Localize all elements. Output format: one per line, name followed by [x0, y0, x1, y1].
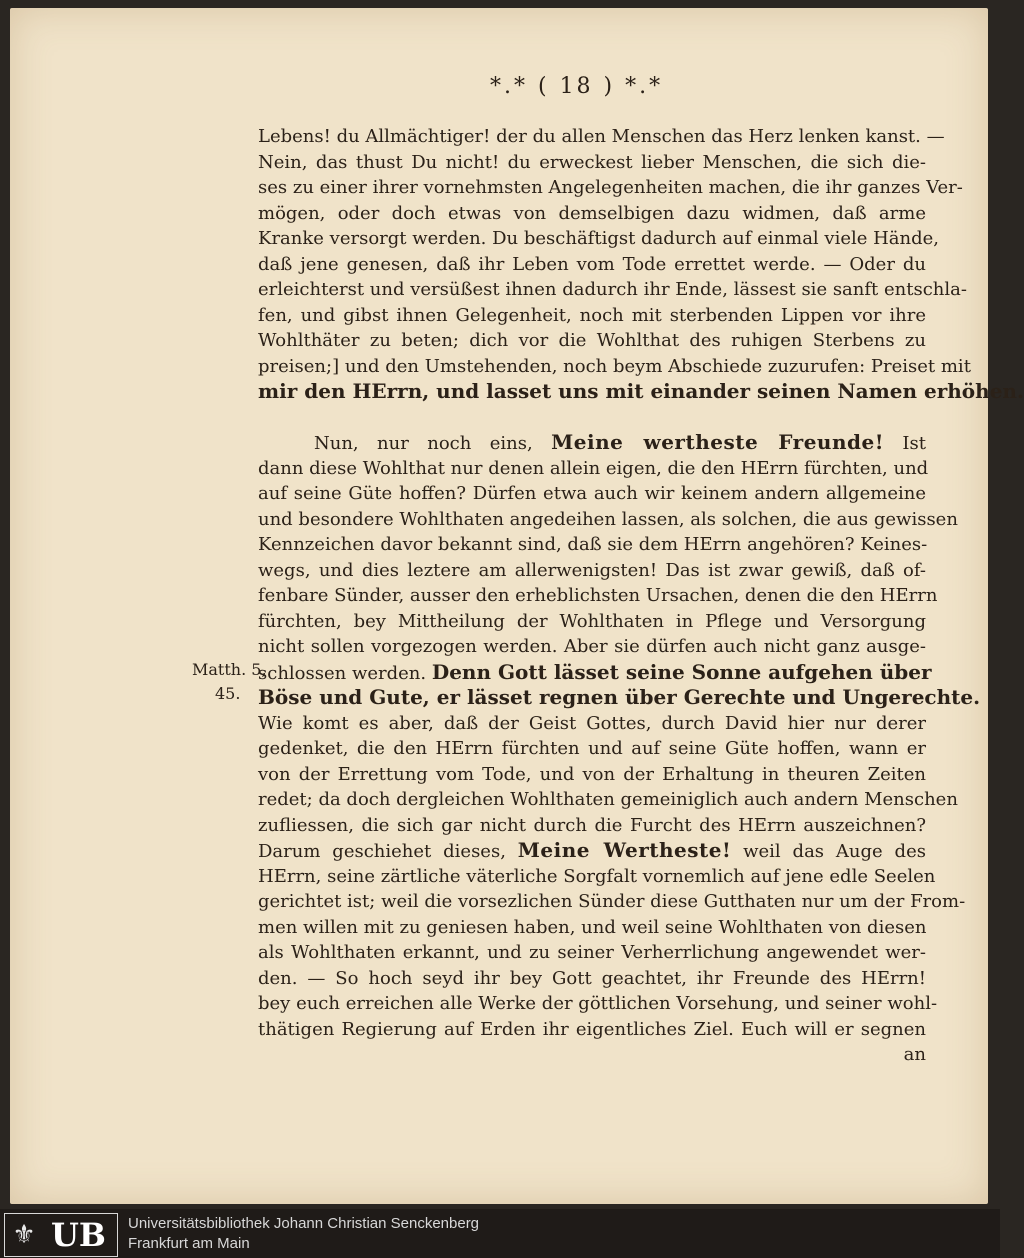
- text-line: fenbare Sünder, ausser den erheblichsten Ursachen, denen die den HErrn: [258, 585, 938, 606]
- margin-reference: Matth. 5,: [192, 660, 267, 679]
- paragraph-2: [258, 430, 981, 1068]
- text-span: Darum geschiehet dieses,: [258, 841, 506, 862]
- logo-text: UB: [51, 1216, 106, 1254]
- bible-quote-line: Böse und Gute, er lässet regnen über Gerechte und Ungerechte.: [258, 685, 981, 709]
- text-line: men willen mit zu geniesen haben, und weil seine Wohlthaten von diesen: [258, 916, 927, 938]
- margin-reference-verse: 45.: [215, 684, 241, 703]
- text-line: Nein, das thust Du nicht! du erweckest lieber Menschen, die sich die-: [258, 151, 926, 173]
- text-line: bey euch erreichen alle Werke der göttlichen Vorsehung, und seiner wohl-: [258, 993, 938, 1014]
- address-line: [258, 838, 926, 864]
- paragraph-1: [258, 124, 1024, 405]
- library-logo: [4, 1213, 118, 1257]
- institution-name: [128, 1214, 479, 1254]
- text-line: als Wohlthaten erkannt, und zu seiner Verherrlichung angewendet wer-: [258, 942, 926, 963]
- text-line: preisen;] und den Umstehenden, noch beym Abschiede zuzurufen: Preiset mit: [258, 355, 971, 377]
- text-line: Kennzeichen davor bekannt sind, daß sie dem HErrn angehören? Keines-: [258, 534, 928, 555]
- paragraph-opening-line: [258, 430, 926, 456]
- text-line: ses zu einer ihrer vornehmsten Angelegenheiten machen, die ihr ganzes Ver-: [258, 177, 963, 198]
- quote-line: [258, 659, 932, 686]
- text-line: HErrn, seine zärtliche väterliche Sorgfalt vornemlich auf jene edle Seelen: [258, 865, 936, 887]
- text-line: gedenket, die den HErrn fürchten und auf seine Güte hoffen, wann er: [258, 738, 926, 759]
- text-line: und besondere Wohlthaten angedeihen lassen, als solchen, die aus gewissen: [258, 508, 958, 530]
- bible-quote: Denn Gott lässet seine Sonne aufgehen über: [431, 659, 932, 684]
- page-number-header: *.* ( 18 ) *.*: [490, 74, 664, 99]
- text-line: auf seine Güte hoffen? Dürfen etwa auch wir keinem andern allgemeine: [258, 483, 926, 504]
- text-line: zufliessen, die sich gar nicht durch die Furcht des HErrn auszeichnen?: [258, 814, 926, 836]
- text-line: erleichterst und versüßest ihnen dadurch ihr Ende, lässest sie sanft entschla-: [258, 279, 967, 300]
- text-span: weil das Auge des: [743, 841, 926, 862]
- text-line: Wohlthäter zu beten; dich vor die Wohlthat des ruhigen Sterbens zu: [258, 330, 926, 351]
- text-span: schlossen werden.: [258, 662, 427, 684]
- text-span: Ist: [902, 433, 926, 454]
- book-page: [10, 8, 1024, 1204]
- text-line: Kranke versorgt werden. Du beschäftigst dadurch auf einmal viele Hände,: [258, 228, 940, 249]
- text-line: thätigen Regierung auf Erden ihr eigentliches Ziel. Euch will er segnen: [258, 1018, 926, 1040]
- text-line: gerichtet ist; weil die vorsezlichen Sünder diese Gutthaten nur um der From-: [258, 891, 966, 912]
- text-line: redet; da doch dergleichen Wohlthaten gemeiniglich auch andern Menschen: [258, 789, 958, 810]
- library-emblem-icon: ⚜: [12, 1220, 36, 1250]
- text-line: daß jene genesen, daß ihr Leben vom Tode errettet werde. — Oder du: [258, 253, 926, 275]
- emphasized-address: Meine wertheste Freunde!: [551, 430, 884, 454]
- text-line: den. — So hoch seyd ihr bey Gott geachtet, ihr Freunde des HErrn!: [258, 967, 926, 989]
- text-line: dann diese Wohlthat nur denen allein eigen, die den HErrn fürchten, und: [258, 457, 929, 479]
- text-line: mögen, oder doch etwas von demselbigen dazu widmen, daß arme: [258, 202, 926, 224]
- text-line: wegs, und dies leztere am allerwenigsten! Das ist zwar gewiß, daß of-: [258, 559, 926, 581]
- text-line: Wie komt es aber, daß der Geist Gottes, durch David hier nur derer: [258, 712, 926, 734]
- text-line: fen, und gibst ihnen Gelegenheit, noch mit sterbenden Lippen vor ihre: [258, 304, 926, 326]
- text-span: Nun, nur noch eins,: [314, 433, 533, 454]
- emphasized-address: Meine Wertheste!: [517, 838, 732, 862]
- library-footer: [0, 1209, 1000, 1258]
- text-line: nicht sollen vorgezogen werden. Aber sie dürfen auch nicht ganz ausge-: [258, 636, 926, 657]
- text-line: Lebens! du Allmächtiger! der du allen Menschen das Herz lenken kanst. —: [258, 126, 945, 147]
- institution-line-2: Frankfurt am Main: [128, 1235, 250, 1252]
- bold-closing-line: mir den HErrn, und lasset uns mit einander seinen Namen erhöhen.: [258, 379, 1024, 403]
- catchword: an: [903, 1044, 926, 1065]
- institution-line-1: Universitätsbibliothek Johann Christian Senckenberg: [128, 1215, 480, 1232]
- text-line: von der Errettung vom Tode, und von der Erhaltung in theuren Zeiten: [258, 763, 926, 785]
- text-line: fürchten, bey Mittheilung der Wohlthaten in Pflege und Versorgung: [258, 610, 926, 632]
